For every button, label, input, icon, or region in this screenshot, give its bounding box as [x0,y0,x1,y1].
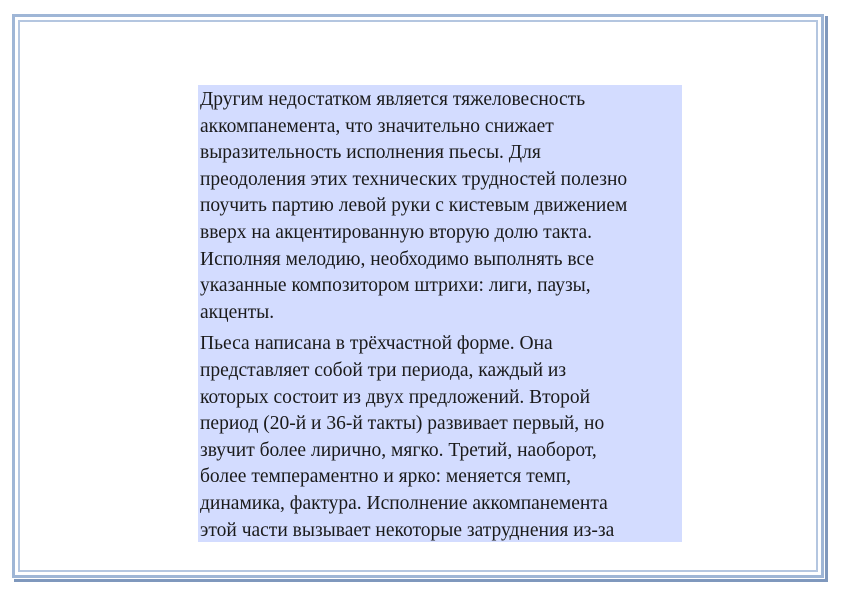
text-line: которых состоит из двух предложений. Второй [200,386,591,408]
text-line: динамика, фактура. Исполнение аккомпанемента [200,492,608,514]
text-line: представляет собой три периода, каждый из [200,359,567,381]
text-line: звучит более лирично, мягко. Третий, наоборот, [200,439,597,461]
text-line: более темпераментно и ярко: меняется темп, [200,466,572,488]
text-line: преодоления этих технических трудностей полезно [200,168,628,190]
text-line: Исполняя мелодию, необходимо выполнять все [200,248,595,270]
text-line: выразительность исполнения пьесы. Для [200,142,541,164]
text-line: Другим недостатком является тяжеловесность [200,89,586,110]
text-line: поучить партию левой руки с кистевым движением [200,195,628,217]
text-line: вверх на акцентированную вторую долю такта. [200,221,593,243]
paragraph-1 [200,87,680,326]
text-line: этой части вызывает некоторые затруднения из-за [200,519,615,541]
text-line: указанные композитором штрихи: лиги, паузы, [200,275,591,297]
text-line: период (20-й и 36-й такты) развивает первый, но [200,413,605,435]
paragraph-2 [200,331,680,542]
text-line: акценты. [200,301,275,323]
text-line: Пьеса написана в трёхчастной форме. Она [200,333,553,355]
text-line: аккомпанемента, что значительно снижает [200,115,554,137]
slide-text-box[interactable] [198,85,682,542]
